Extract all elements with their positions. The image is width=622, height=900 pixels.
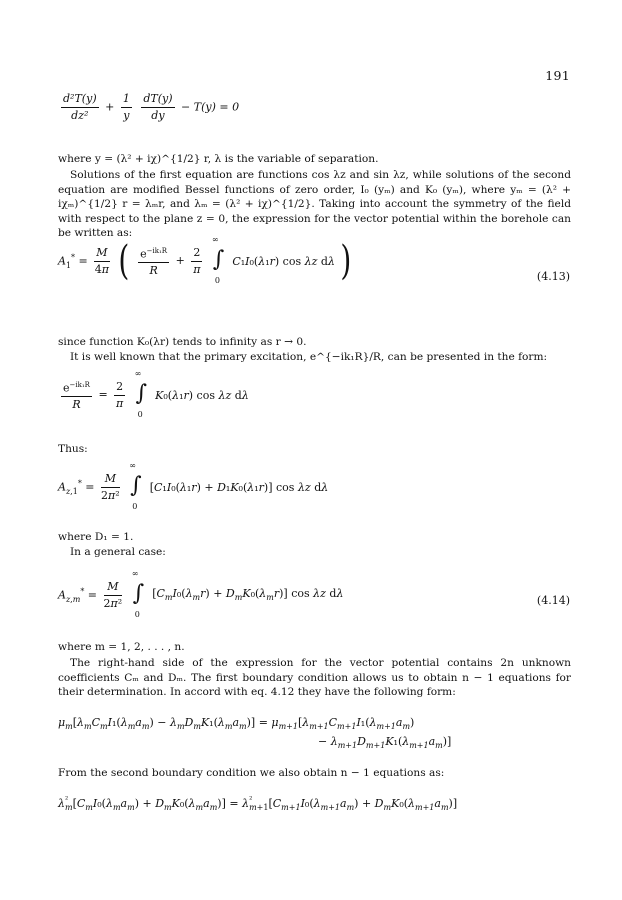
- paragraph-m-range: where m = 1, 2, . . . , n.: [58, 641, 185, 653]
- paragraph-bessel-solutions: Solutions of the first equation are functions cos λz and sin λz, while solutions of the second equation are modified Bessel functions of zero order, I₀ (yₘ) and K₀ (yₘ), where yₘ = (λ² + iχₘ)^{1/2} r = λₘr, and λₘ = (λ² + iχ)^{1/2}. Taking into account the symmetry of the field with respect to the plane z = 0, the expression for the vector potential within the borehole can be written as:: [58, 169, 571, 240]
- paragraph-thus: Thus:: [58, 443, 88, 455]
- equation-number-4-13: (4.13): [536, 270, 570, 283]
- paragraph-k0-infinity: since function K₀(λr) tends to infinity as r → 0.: [58, 336, 307, 348]
- paragraph-separation-variable: [58, 152, 571, 167]
- paragraph-second-boundary: From the second boundary condition we also obtain n − 1 equations as:: [58, 767, 445, 779]
- equation-vector-potential-first-layer: $A_{z,1}^*$ = $\frac{M}{\text{2π²}}$ ∞ ∫ 0 [C₁I₀(λ₁r) + D₁K₀(λ₁r)] cos λz dλ: [58, 461, 329, 511]
- equation-boundary-condition-1: $\mu_m[\lambda_mC_mI_1(\lambda_ma_m) - \lambda_mD_mK_1(\lambda_ma_m)] = \mu_{m+1}[\lambda_{m+1}C_{m+1}I_1(\lambda_{m+1}a_m)$: [58, 716, 415, 732]
- paragraph-general-case: In a general case:: [70, 546, 166, 558]
- equation-4-14: $A_{z,m}^*$ = $\frac{M}{\text{2π²}}$ ∞ ∫ 0 $[C_mI_0(\lambda_mr) + D_mK_0(\lambda_mr)]$ cos λz dλ: [58, 569, 344, 619]
- equation-number-4-14: (4.14): [536, 594, 570, 607]
- paragraph-primary-excitation: It is well known that the primary excitation, e^{−ik₁R}/R, can be presented in the form:: [70, 351, 548, 363]
- page-number: 191: [545, 68, 570, 83]
- paragraph-d1: where D₁ = 1.: [58, 531, 134, 543]
- equation-boundary-condition-2: λ² $m[C_mI_0(\lambda_ma_m) + D_mK_0(\lambda_ma_m)] = \lambda^2$ $m+1[C_{m+1}I_0(\lambda_{m+1}a_m) + D_mK_0(\lambda_{m+1}a_m)]$: [58, 795, 458, 813]
- equation-4-13: $A_1^*$ = $\frac{M}{4\pi}$ ( $\frac{e^{-ik_1R}}{R}$ + $\frac{2}{\pi}$ ∞ ∫ 0 C₁I₀(λ₁r) cos λz dλ ): [58, 235, 352, 285]
- equation-boundary-condition-1-continued: − $\lambda_{m+1}D_{m+1}K_1(\lambda_{m+1}a_m)$]: [318, 735, 452, 751]
- equation-separated-ode: $\frac{\text{d²T(y)}}{\text{dz²}}$ + $\frac{1}{y}$ $\frac{dT(y)}{dy}$ − T(y) = 0: [63, 92, 240, 122]
- equation-primary-excitation: $\frac{e^{-ik_1R}}{R}$ = $\frac{2}{\pi}$ ∞ ∫ 0 K₀(λ₁r) cos λz dλ: [63, 369, 249, 419]
- text-separation-variable: where y = (λ² + iχ)^{1/2} r, λ is the variable of separation.: [58, 153, 379, 165]
- paragraph-unknown-coefficients: The right-hand side of the expression for the vector potential contains 2n unknown coefficients Cₘ and Dₘ. The first boundary condition allows us to obtain n − 1 equations for their determination. In accord with eq. 4.12 they have the following form:: [58, 657, 571, 699]
